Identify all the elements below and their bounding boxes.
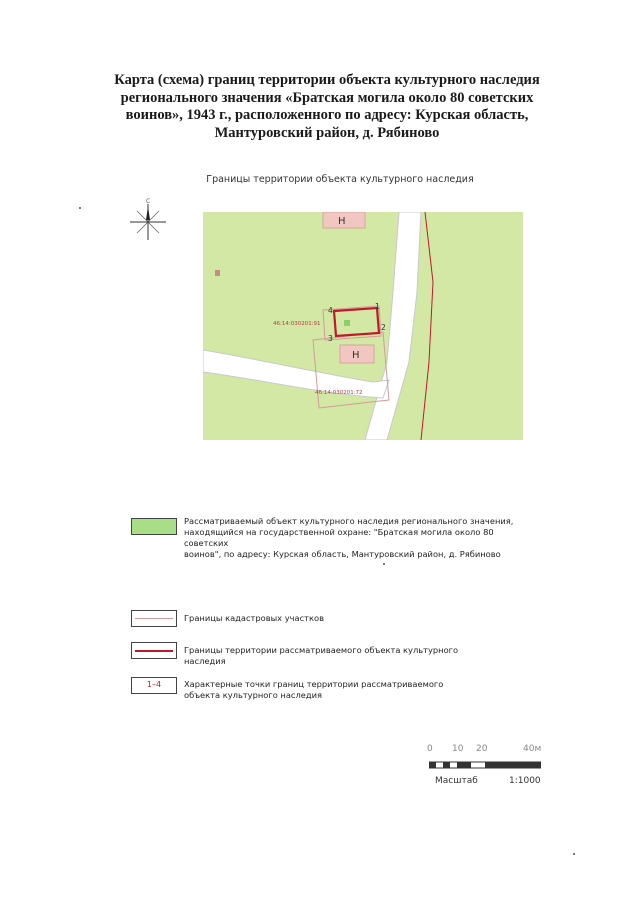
small-building xyxy=(215,270,220,276)
legend-object-line-1: Рассматриваемый объект культурного наследия регионального значения, xyxy=(184,516,514,526)
legend-swatch-object xyxy=(131,518,177,535)
legend-points-line-2: объекта культурного наследия xyxy=(184,690,323,700)
legend-object-text xyxy=(184,516,540,560)
heritage-object xyxy=(344,320,350,326)
parcel-number-1: 46:14:030201:91 xyxy=(273,321,321,327)
map-drawing xyxy=(203,212,523,440)
building-label-2: Н xyxy=(352,350,360,361)
scale-ratio: 1:1000 xyxy=(509,776,541,786)
point-3-label: 3 xyxy=(328,334,333,343)
legend-points-line-1: Характерные точки границ территории рассматриваемого xyxy=(184,679,444,689)
legend-territory-text xyxy=(184,645,458,667)
document-title xyxy=(92,72,562,142)
legend-swatch-territory xyxy=(131,642,177,659)
scale-tick-0: 0 xyxy=(427,744,433,754)
legend-cadastral-text: Границы кадастровых участков xyxy=(184,613,324,623)
compass-letter: С xyxy=(146,198,151,205)
map-area xyxy=(203,212,523,440)
building-label-1: Н xyxy=(338,216,346,227)
legend-points-text xyxy=(184,679,443,701)
scale-ruler xyxy=(429,758,541,772)
title-line-4: Мантуровский район, д. Рябиново xyxy=(214,124,440,141)
point-1-label: 1 xyxy=(375,302,380,311)
point-2-label: 2 xyxy=(381,323,386,332)
scale-label: Масштаб xyxy=(435,776,478,786)
map-land xyxy=(203,212,523,440)
legend-object-line-2: находящийся на государственной охране: "Братская могила около 80 советских xyxy=(184,527,494,548)
title-line-1: Карта (схема) границ территории объекта культурного наследия xyxy=(114,72,540,88)
point-4-label: 4 xyxy=(328,306,333,315)
scale-tick-10: 10 xyxy=(452,744,464,754)
scale-tick-20: 20 xyxy=(476,744,488,754)
legend-points-swatch-label: 1–4 xyxy=(146,680,162,689)
scan-speck xyxy=(383,563,385,565)
title-line-3: воинов», 1943 г., расположенного по адресу: Курская область, xyxy=(125,107,529,123)
north-arrow-icon xyxy=(125,196,171,242)
title-line-2: регионального значения «Братская могила около 80 советских xyxy=(120,89,534,106)
legend-swatch-cadastral xyxy=(131,610,177,627)
scan-speck xyxy=(79,207,81,209)
map-caption: Границы территории объекта культурного наследия xyxy=(206,174,474,185)
legend-swatch-points xyxy=(131,677,177,694)
scale-tick-40: 40м xyxy=(523,744,542,754)
scale-bar xyxy=(423,740,553,790)
legend-object-line-3: воинов", по адресу: Курская область, Мантуровский район, д. Рябиново xyxy=(184,549,501,559)
parcel-number-2: 46:14:030201:72 xyxy=(315,390,363,396)
scan-speck xyxy=(573,853,575,855)
legend-territory-line-1: Границы территории рассматриваемого объекта культурного xyxy=(184,645,459,655)
legend-territory-line-2: наследия xyxy=(184,656,226,666)
